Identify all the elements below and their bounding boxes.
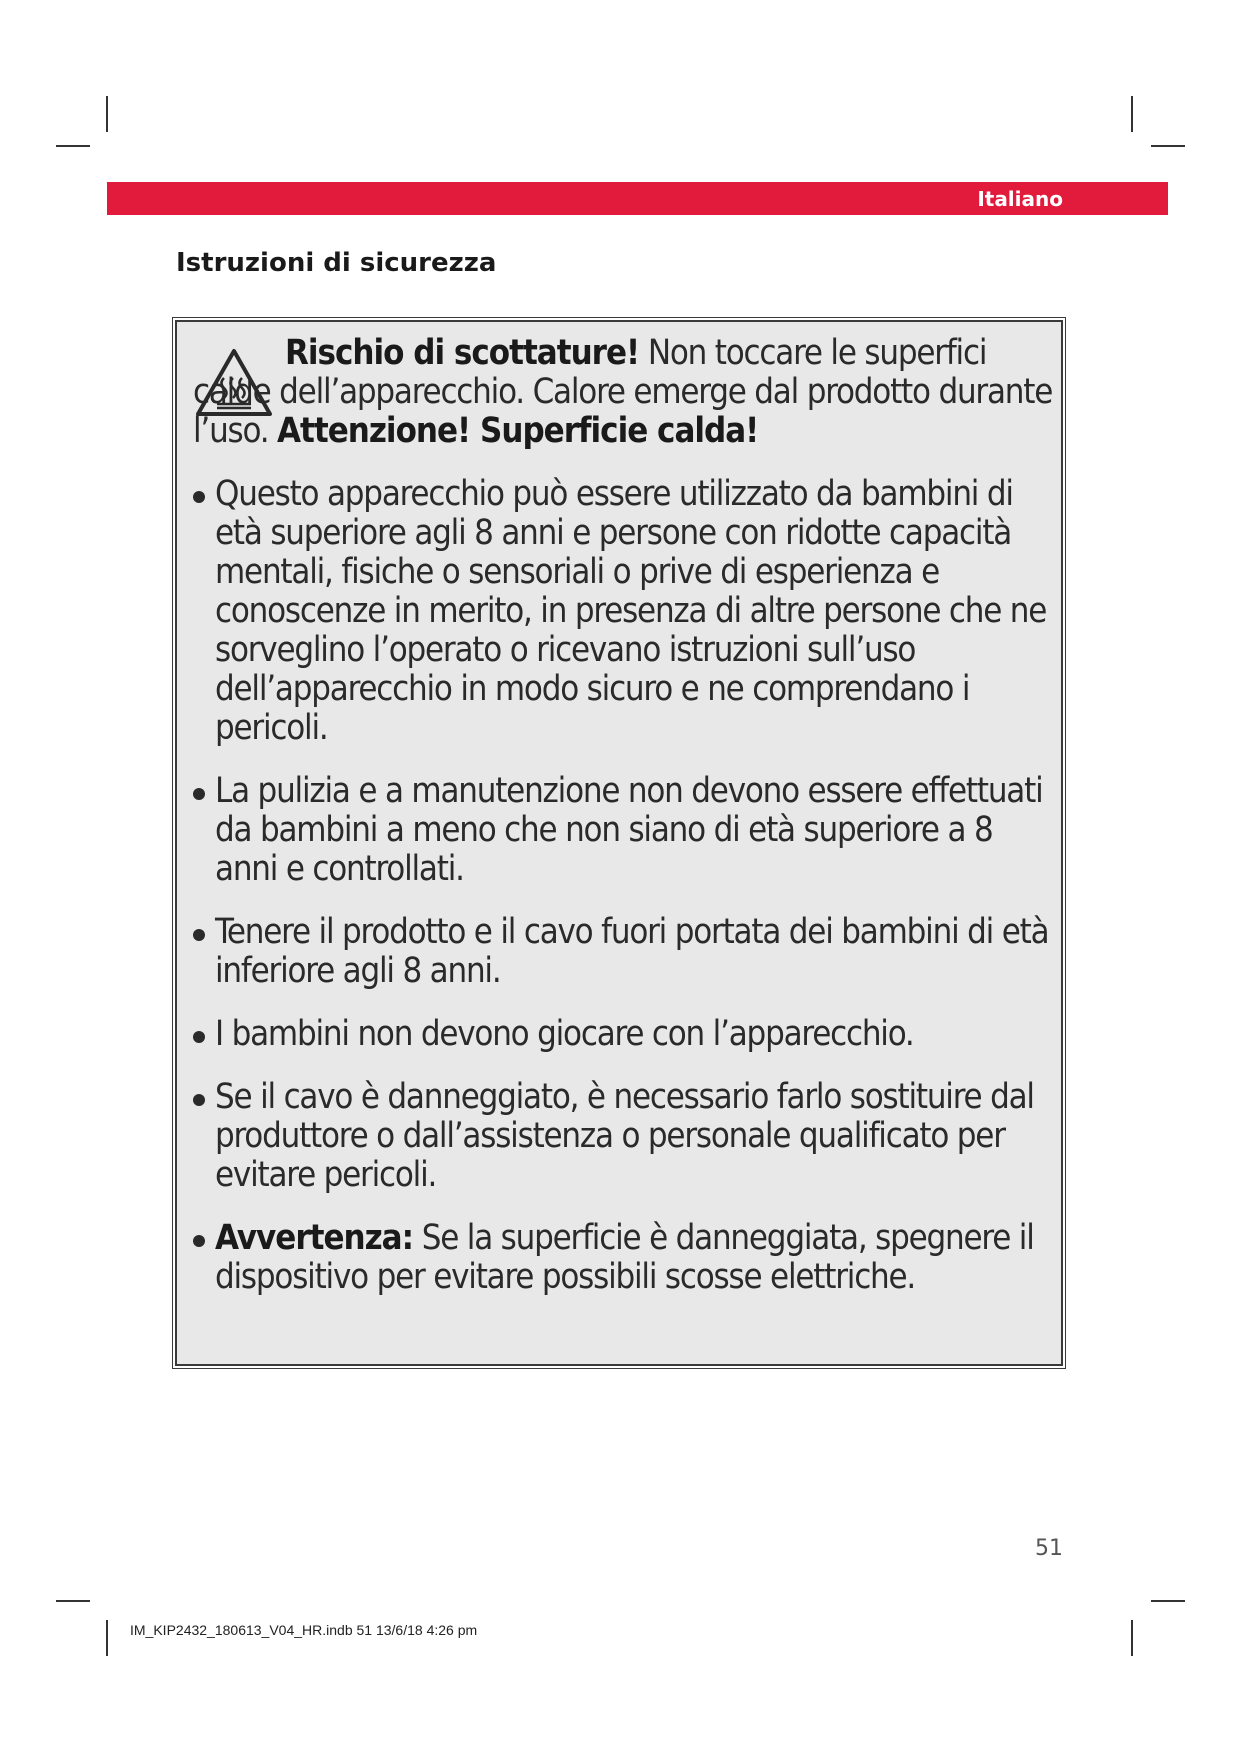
- warning-text: Non toccare le superfici calde dell’apparecchio. Calore emerge dal prodotto durante l’uso.: [193, 333, 1053, 451]
- crop-mark: [106, 1620, 108, 1656]
- hot-surface-warning-icon: [195, 348, 273, 418]
- list-item: [193, 772, 1061, 889]
- crop-mark: [106, 96, 108, 132]
- list-item: [193, 475, 1061, 748]
- safety-warning-box: [175, 320, 1063, 1366]
- bullet-icon: [193, 788, 205, 800]
- warning-emphasis: Attenzione! Superficie calda!: [277, 411, 759, 451]
- crop-mark: [1151, 145, 1185, 147]
- bullet-icon: [193, 1094, 205, 1106]
- bullet-text: Se il cavo è danneggiato, è necessario farlo sostituire dal produttore o dall’assistenza o personale qualificato per evitare pericoli.: [215, 1077, 1034, 1195]
- crop-mark: [56, 1600, 90, 1602]
- language-label: Italiano: [977, 187, 1063, 211]
- crop-mark: [1131, 1620, 1133, 1656]
- bullet-icon: [193, 929, 205, 941]
- list-item: [193, 1015, 1061, 1054]
- print-footer: IM_KIP2432_180613_V04_HR.indb 51 13/6/18 4:26 pm: [130, 1622, 478, 1638]
- crop-mark: [56, 145, 90, 147]
- warning-title: Rischio di scottature!: [285, 333, 640, 373]
- safety-bullet-list: [193, 475, 1061, 1297]
- warning-intro: [193, 334, 1061, 451]
- list-item: [193, 913, 1061, 991]
- bullet-text: Questo apparecchio può essere utilizzato da bambini di età superiore agli 8 anni e persone con ridotte capacità mentali, fisiche o sensoriali o prive di esperienza e conoscenze in merito, in presenza di altre persone che ne sorveglino l’operato o ricevano istruzioni sull’uso dell’apparecchio in modo sicuro e ne comprendano i pericoli.: [215, 474, 1047, 748]
- section-title: Istruzioni di sicurezza: [176, 248, 497, 278]
- list-item: [193, 1219, 1061, 1297]
- bullet-text: I bambini non devono giocare con l’apparecchio.: [215, 1014, 914, 1054]
- bullet-icon: [193, 1031, 205, 1043]
- crop-mark: [1131, 96, 1133, 132]
- language-header-bar: [107, 182, 1168, 215]
- warning-content: [193, 334, 1061, 1321]
- crop-mark: [1151, 1600, 1185, 1602]
- bullet-text: Tenere il prodotto e il cavo fuori portata dei bambini di età inferiore agli 8 anni.: [215, 912, 1049, 991]
- bullet-text: La pulizia e a manutenzione non devono essere effettuati da bambini a meno che non siano di età superiore a 8 anni e controllati.: [215, 771, 1043, 889]
- bullet-label: Avvertenza:: [215, 1218, 414, 1258]
- bullet-text: Se la superficie è danneggiata, spegnere il dispositivo per evitare possibili scosse elettriche.: [215, 1218, 1034, 1297]
- list-item: [193, 1078, 1061, 1195]
- bullet-icon: [193, 1235, 205, 1247]
- page-number: 51: [1035, 1536, 1063, 1561]
- bullet-icon: [193, 491, 205, 503]
